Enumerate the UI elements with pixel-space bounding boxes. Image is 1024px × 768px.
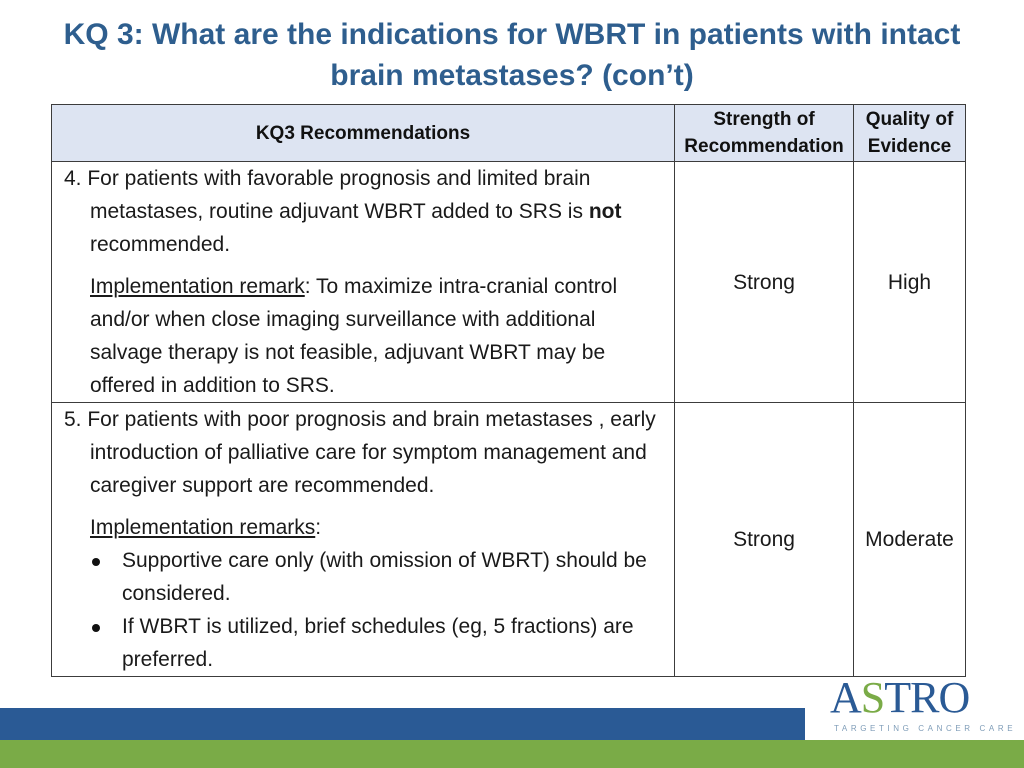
header-strength-line1: Strength of	[713, 109, 815, 130]
strength-cell	[675, 162, 854, 403]
header-quality-line2: Evidence	[867, 136, 952, 157]
header-strength-line2: Recommendation	[684, 136, 844, 157]
table-row	[52, 162, 966, 403]
footer-green-band	[0, 740, 1024, 768]
strength-value: Strong	[733, 271, 795, 294]
implementation-remark-label: Implementation remark	[90, 275, 305, 298]
astro-logo-tagline: TARGETING CANCER CARE	[834, 724, 1017, 733]
recommendation-cell	[52, 162, 675, 403]
table-row	[52, 403, 966, 677]
quality-cell	[854, 403, 966, 677]
header-strength	[675, 105, 854, 162]
strength-value: Strong	[733, 528, 795, 551]
remarks-list	[58, 544, 660, 676]
implementation-remarks-label: Implementation remarks	[90, 516, 316, 539]
header-recommendations: KQ3 Recommendations	[52, 105, 675, 162]
bullet-icon	[92, 558, 100, 566]
quality-cell	[854, 162, 966, 403]
recommendation-5-text: 5. For patients with poor prognosis and brain metastases , early introduction of palliative care for symptom management and caregiver support are recommended.	[64, 408, 656, 497]
bullet-icon	[92, 624, 100, 632]
implementation-remark: Implementation remark: To maximize intra-cranial control and/or when close imaging surveillance with additional salvage therapy is not feasible, adjuvant WBRT may be offered in addition to SRS.	[90, 275, 618, 397]
emphasis-not: not	[588, 200, 622, 223]
implementation-remarks: Implementation remarks:	[90, 516, 322, 539]
recommendation-4-text: 4. For patients with favorable prognosis and limited brain metastases, routine adjuvant WBRT added to SRS is not recommended.	[64, 167, 622, 256]
recommendations-table	[51, 104, 966, 677]
table-header-row	[52, 105, 966, 162]
quality-value: High	[887, 271, 932, 294]
page-title: KQ 3: What are the indications for WBRT in patients with intact brain metastases? (con’t)	[63, 18, 961, 92]
footer-blue-band	[0, 708, 805, 740]
list-item: If WBRT is utilized, brief schedules (eg, 5 fractions) are preferred.	[90, 610, 660, 676]
header-quality	[854, 105, 966, 162]
recommendation-cell	[52, 403, 675, 677]
list-item: Supportive care only (with omission of WBRT) should be considered.	[90, 544, 660, 610]
header-quality-line1: Quality of	[865, 109, 954, 130]
quality-value: Moderate	[865, 528, 954, 551]
astro-logo-wordmark: ASTRO	[830, 673, 970, 722]
strength-cell	[675, 403, 854, 677]
astro-logo	[830, 673, 1017, 738]
